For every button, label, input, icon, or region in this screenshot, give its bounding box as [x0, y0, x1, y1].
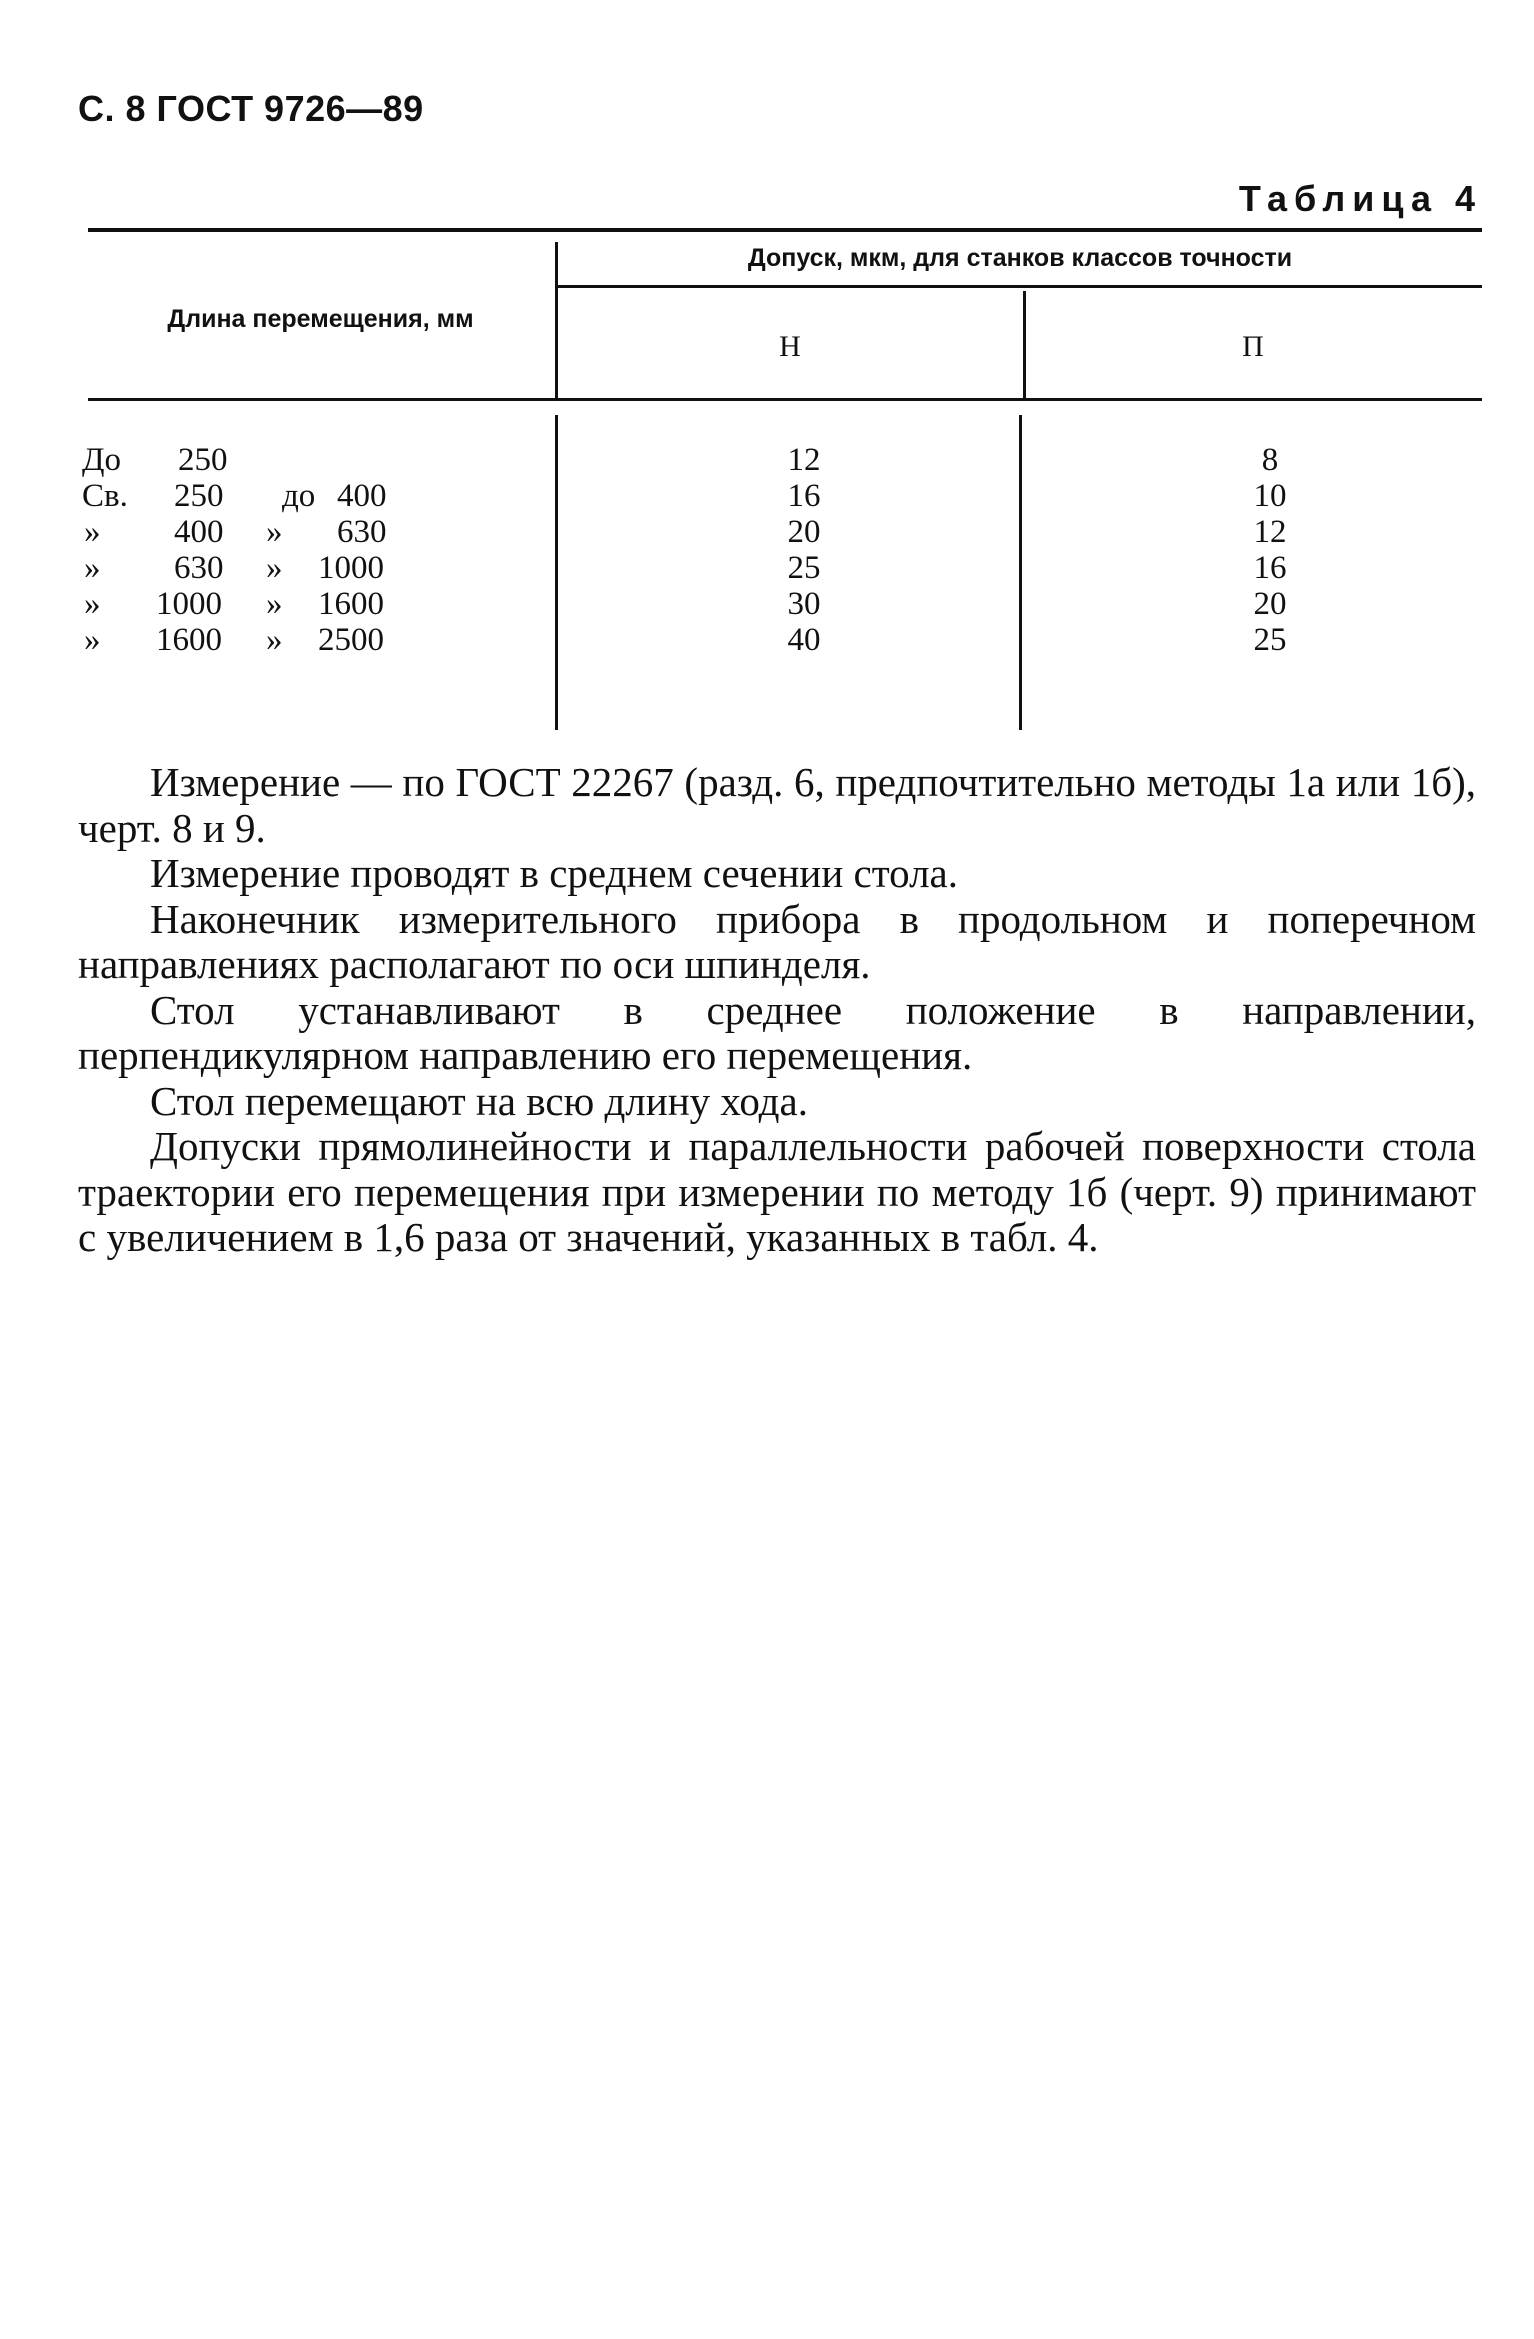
- paragraph: Измерение проводят в среднем сечении стола.: [150, 850, 958, 896]
- row-from: 400: [174, 514, 224, 550]
- row-value-h: 40: [787, 622, 821, 658]
- row-value-h: 25: [787, 550, 821, 586]
- paragraph: Стол перемещают на всю длину хода.: [150, 1077, 808, 1124]
- row-value-p: 10: [1253, 478, 1287, 514]
- row-to: 1000: [318, 550, 384, 586]
- page-header: С. 8 ГОСТ 9726—89: [78, 88, 424, 129]
- row-from: 1600: [156, 622, 222, 658]
- paragraph: Допуски прямолинейности и параллельности рабочей поверхности стола траектории его перемещения при измерении по методу 1б (черт. 9) принимают с увеличением в 1,6 раза от значений, указанных в табл. 4.: [78, 1123, 1476, 1260]
- row-prefix: »: [84, 586, 101, 622]
- table-divider-middle-body: [1019, 415, 1022, 730]
- row-from: 250: [174, 478, 224, 514]
- table-top-rule: [88, 228, 1482, 232]
- row-to: 1600: [318, 586, 384, 622]
- row-to: 400: [337, 478, 387, 514]
- paragraph: Измерение — по ГОСТ 22267 (разд. 6, предпочтительно методы 1а или 1б), черт. 8 и 9.: [78, 759, 1476, 851]
- class-p-header: П: [1242, 330, 1264, 363]
- row-value-p: 12: [1253, 514, 1287, 550]
- row-to: 2500: [318, 622, 384, 658]
- table-subheader-rule: [557, 285, 1482, 288]
- table-header-bottom-rule: [88, 398, 1482, 401]
- table-divider-left-header: [555, 242, 558, 400]
- length-column-header: Длина перемещения, мм: [167, 305, 474, 333]
- row-value-h: 30: [787, 586, 821, 622]
- row-conj: »: [266, 622, 283, 658]
- body-text: [78, 760, 1476, 1261]
- row-value-p: 8: [1261, 442, 1279, 478]
- row-conj: »: [266, 586, 283, 622]
- row-value-h: 12: [787, 442, 821, 478]
- row-value-p: 25: [1253, 622, 1287, 658]
- class-h-header: Н: [779, 330, 801, 363]
- row-conj: »: [266, 514, 283, 550]
- row-value-h: 20: [787, 514, 821, 550]
- row-from: 1000: [156, 586, 222, 622]
- row-conj: »: [266, 550, 283, 586]
- row-prefix: До: [82, 442, 122, 478]
- paragraph: Стол устанавливают в среднее положение в направлении, перпендикулярном направлению его перемещения.: [78, 986, 1476, 1078]
- row-value-h: 16: [787, 478, 821, 514]
- table-caption: Таблица 4: [1238, 178, 1482, 219]
- row-prefix: »: [84, 514, 101, 550]
- row-to: 630: [337, 514, 387, 550]
- row-value-p: 16: [1253, 550, 1287, 586]
- paragraph: Наконечник измерительного прибора в продольном и поперечном направлениях располагают по оси шпинделя.: [78, 895, 1476, 987]
- row-prefix: Св.: [82, 478, 128, 514]
- row-conj: до: [282, 478, 316, 514]
- row-from: 250: [178, 442, 228, 478]
- row-value-p: 20: [1253, 586, 1287, 622]
- table-divider-left-body: [555, 415, 558, 730]
- row-prefix: »: [84, 622, 101, 658]
- row-from: 630: [174, 550, 224, 586]
- row-prefix: »: [84, 550, 101, 586]
- tolerance-column-header: Допуск, мкм, для станков классов точности: [747, 244, 1293, 272]
